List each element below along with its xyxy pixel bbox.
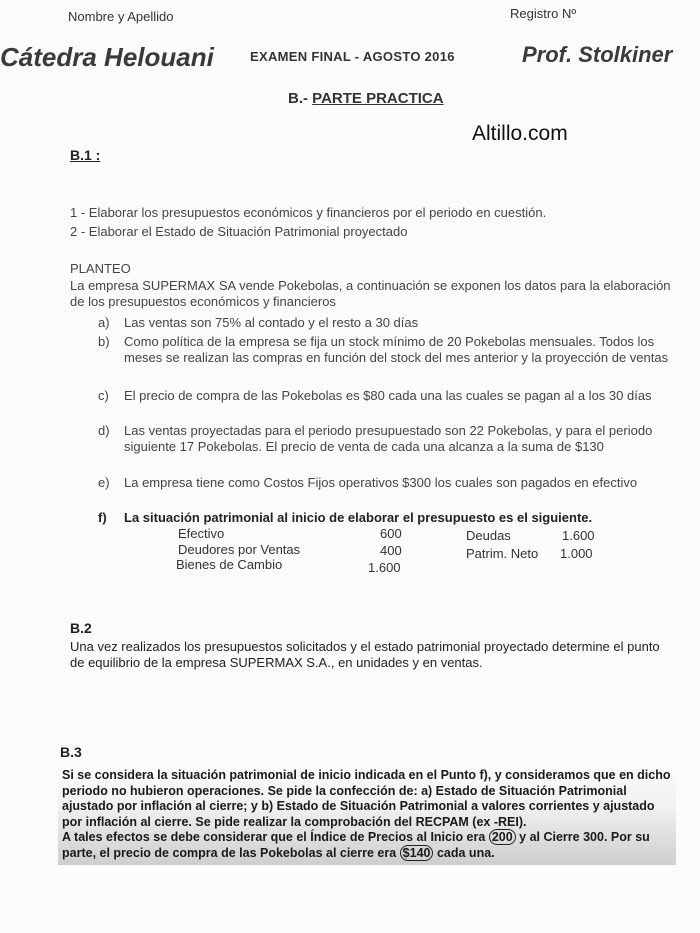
b1-heading: B.1 : [70, 147, 101, 163]
item-text: Las ventas proyectadas para el periodo presupuestado son 22 Pokebolas, y para el periodo siguiente 17 Pokebolas. El precio de venta de cada una alcanza a la suma de $130 [124, 423, 653, 454]
planteo-item-c [98, 388, 676, 404]
asset-value: 600 [380, 526, 402, 541]
b3-block [58, 766, 676, 865]
planteo-title: PLANTEO [70, 261, 131, 276]
asset-value: 400 [380, 543, 402, 558]
item-label: d) [98, 423, 110, 438]
name-label: Nombre y Apellido [68, 9, 174, 24]
price-close-value: $140 [400, 845, 434, 861]
planteo-item-f [98, 510, 676, 526]
asset-name: Bienes de Cambio [176, 557, 283, 572]
registro-label: Registro Nº [510, 6, 577, 21]
index-start-value: 200 [489, 829, 516, 845]
asset-name: Efectivo [178, 526, 225, 541]
planteo-intro: La empresa SUPERMAX SA vende Pokebolas, a continuación se exponen los datos para la elaboración de los presupuestos económicos y financieros [70, 278, 671, 309]
item-label: b) [98, 334, 110, 349]
item-text: La empresa tiene como Costos Fijos operativos $300 los cuales son pagados en efectivo [124, 475, 638, 490]
item-label: e) [98, 475, 110, 490]
asset-value: 1.600 [368, 560, 401, 575]
b3-text-2c: cada una. [436, 845, 495, 860]
b3-text-2b: y al Cierre 300. Por su parte, el precio de compra de las Pokebolas al cierre era [62, 830, 650, 860]
planteo-item-d [98, 423, 676, 455]
liability-value: 1.000 [560, 546, 593, 561]
b2-text: Una vez realizados los presupuestos solicitados y el estado patrimonial proyectado determine el punto de equilibrio de la empresa SUPERMAX S.A., en unidades y en ventas. [70, 639, 660, 670]
item-text: El precio de compra de las Pokebolas es $80 cada una las cuales se pagan al a los 30 días [124, 388, 652, 403]
liability-name: Deudas [466, 528, 511, 543]
item-text: Las ventas son 75% al contado y el resto a 30 días [124, 315, 419, 330]
item-text: La situación patrimonial al inicio de elaborar el presupuesto es el siguiente. [124, 510, 593, 525]
b1-task-2: 2 - Elaborar el Estado de Situación Patrimonial proyectado [70, 224, 408, 239]
liability-value: 1.600 [562, 528, 595, 543]
item-label: a) [98, 315, 110, 330]
planteo-item-e [98, 475, 676, 491]
asset-name: Deudores por Ventas [178, 542, 301, 557]
b3-heading: B.3 [60, 744, 82, 760]
b3-text-1: Si se considera la situación patrimonial de inicio indicada en el Punto f), y consideramos que en dicho periodo no hubieron operaciones. Se pide la confección de: a) Estado de Situación Patrimonial ajustado por inflación al cierre; y b) Estado de Situación Patrimonial a valores corrientes y ajustado por inflación al cierre. Se pide realizar la comprobación del RECPAM (ex -REI). [62, 768, 671, 829]
item-text: Como política de la empresa se fija un stock mínimo de 20 Pokebolas mensuales. Todos los meses se realizan las compras en función del stock del mes anterior y la proyección de ventas [124, 334, 669, 365]
item-label: c) [98, 388, 109, 403]
professor-name: Prof. Stolkiner [522, 42, 673, 67]
watermark: Altillo.com [472, 122, 568, 145]
b3-text-2a: A tales efectos se debe considerar que el Índice de Precios al Inicio era [62, 830, 486, 844]
planteo-item-a [98, 315, 676, 331]
planteo-item-b [98, 334, 676, 366]
liability-name: Patrim. Neto [466, 546, 539, 561]
catedra-title: Cátedra Helouani [0, 42, 214, 72]
b1-task-1: 1 - Elaborar los presupuestos económicos y financieros por el periodo en cuestión. [70, 205, 547, 220]
part-prefix: B.- [288, 90, 308, 107]
b2-heading: B.2 [70, 620, 92, 636]
item-label: f) [98, 510, 107, 525]
part-title [288, 90, 444, 107]
exam-title: EXAMEN FINAL - AGOSTO 2016 [250, 49, 455, 64]
part-title-text: PARTE PRACTICA [312, 90, 444, 107]
